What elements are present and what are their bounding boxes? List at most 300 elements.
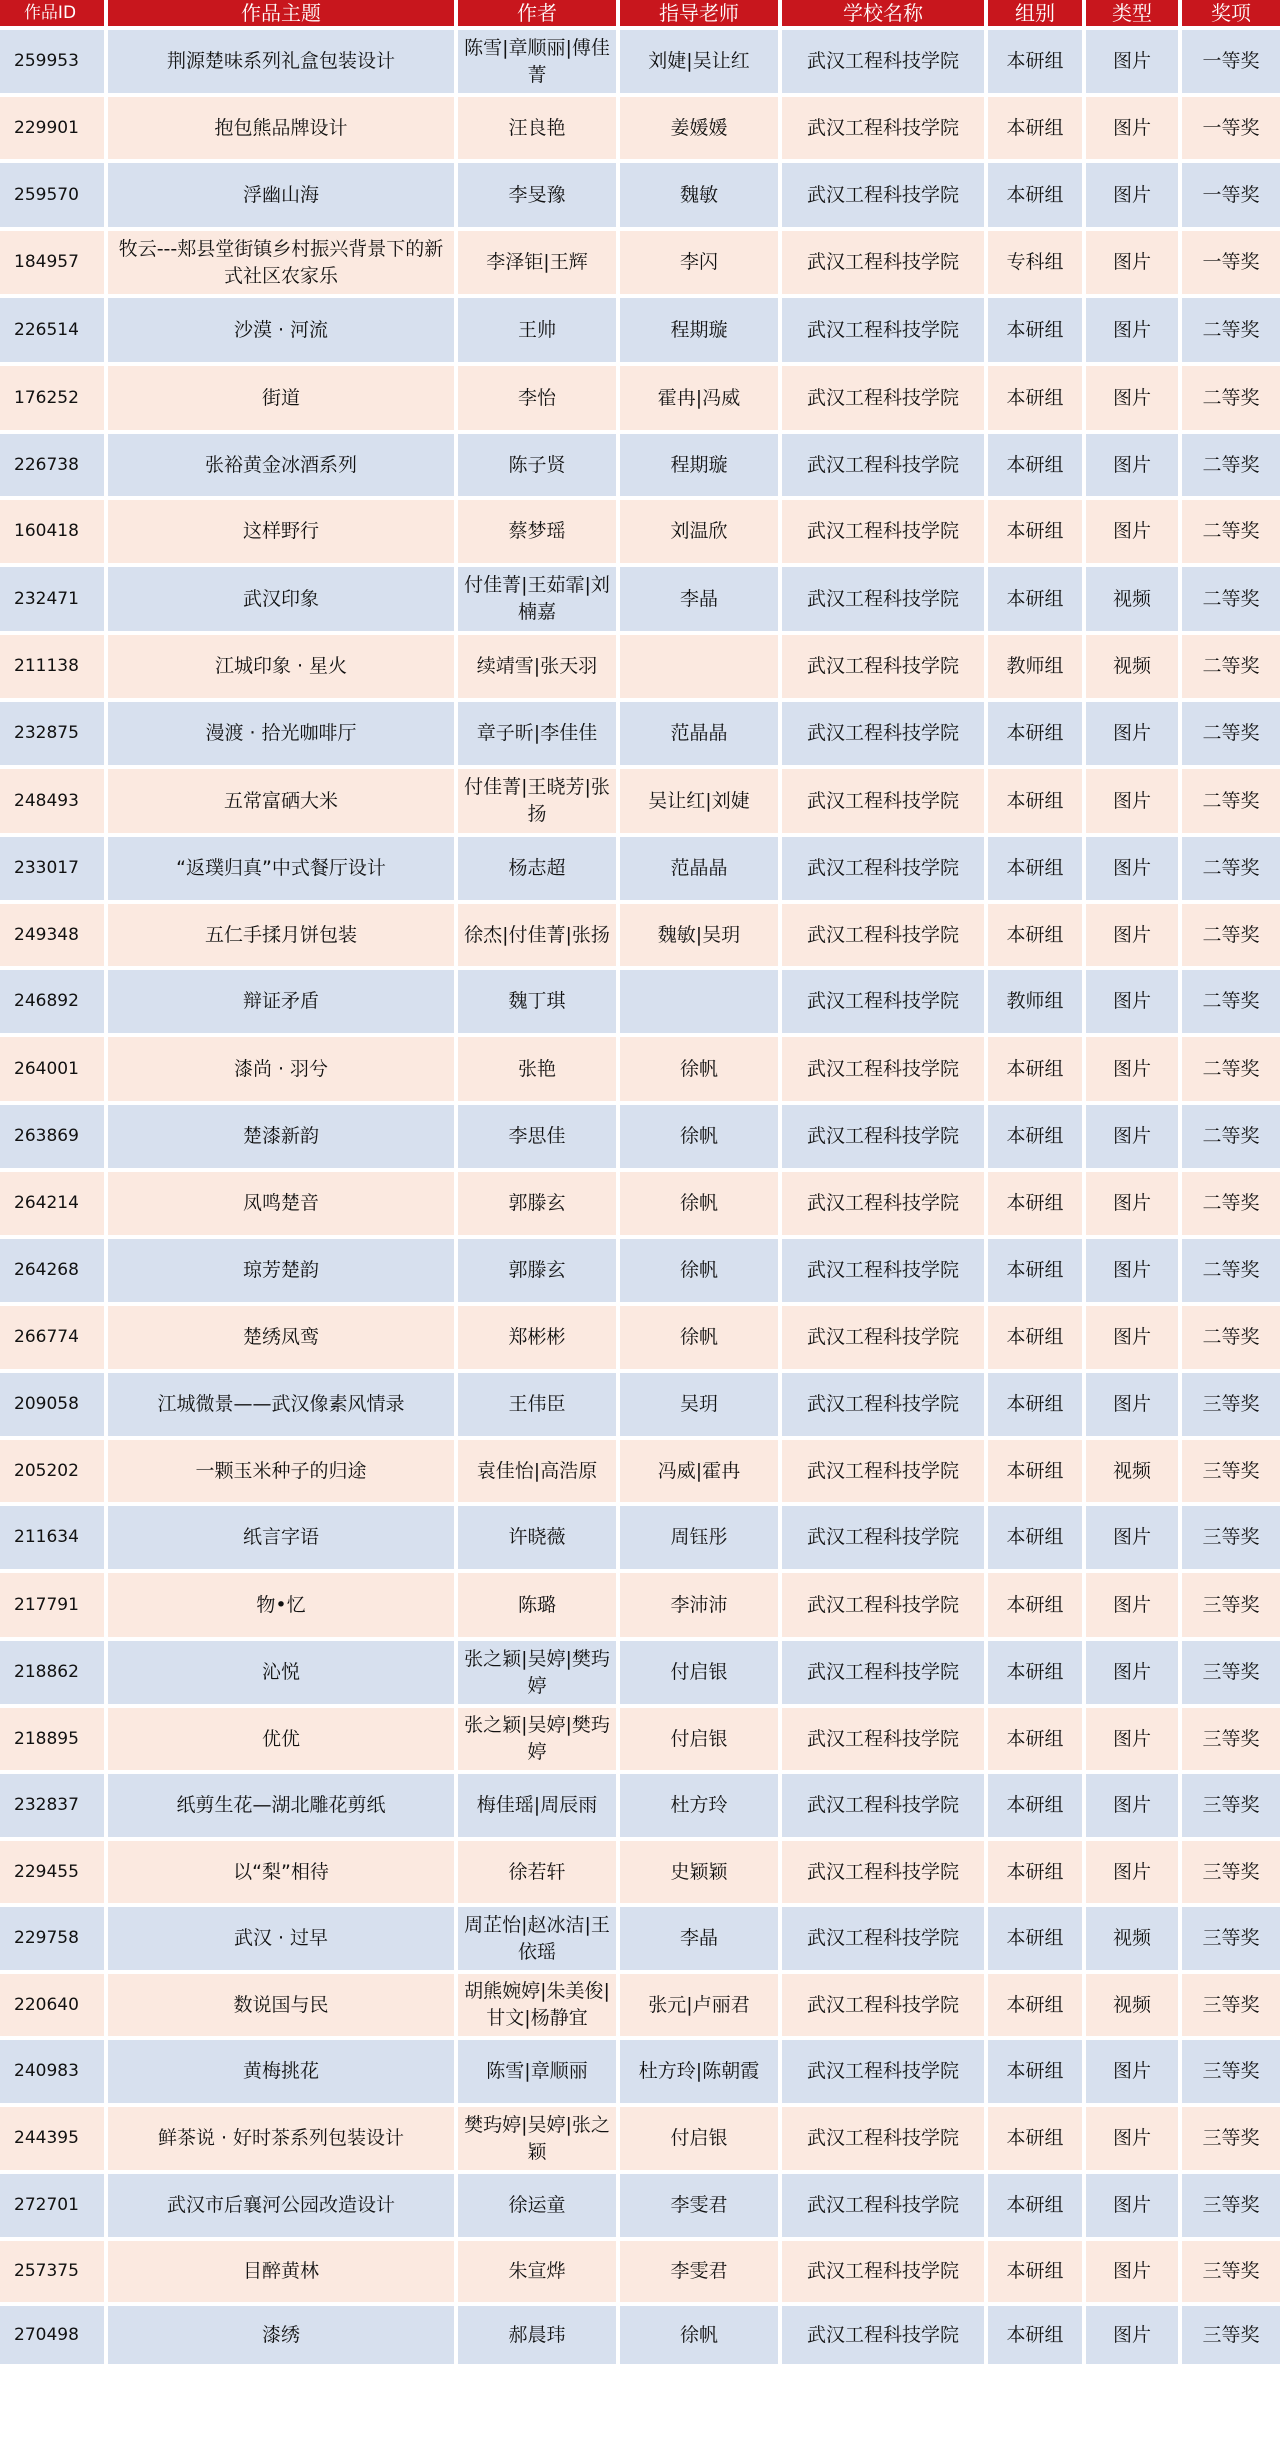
cell-instructor: 李沛沛 [620,1573,782,1637]
cell-group: 本研组 [988,1708,1086,1770]
header-work-title: 作品主题 [108,0,458,26]
cell-instructor: 徐帆 [620,2306,782,2364]
cell-work-id: 220640 [0,1974,108,2036]
cell-author: 杨志超 [458,837,620,900]
cell-instructor: 李晶 [620,567,782,631]
table-row [0,1837,1280,1903]
cell-work-id: 226738 [0,434,108,496]
header-group: 组别 [988,0,1086,26]
cell-instructor: 徐帆 [620,1239,782,1302]
cell-award: 一等奖 [1182,231,1280,294]
cell-author: 付佳菁|王晓芳|张扬 [458,769,620,833]
cell-award: 三等奖 [1182,1708,1280,1770]
cell-group: 本研组 [988,1440,1086,1502]
cell-work-title: 楚绣凤鸾 [108,1306,458,1369]
cell-author: 袁佳怡|高浩原 [458,1440,620,1502]
cell-work-title: 一颗玉米种子的归途 [108,1440,458,1502]
cell-school: 武汉工程科技学院 [782,231,988,294]
cell-instructor: 徐帆 [620,1037,782,1101]
cell-author: 樊玙婷|吴婷|张之颖 [458,2107,620,2170]
cell-school: 武汉工程科技学院 [782,500,988,563]
cell-type: 视频 [1086,635,1182,698]
cell-work-id: 259570 [0,163,108,227]
cell-work-title: 纸言字语 [108,1506,458,1569]
cell-group: 本研组 [988,1641,1086,1704]
cell-instructor: 吴让红|刘婕 [620,769,782,833]
table-row [0,765,1280,833]
cell-work-id: 249348 [0,904,108,966]
cell-group: 本研组 [988,434,1086,496]
cell-work-id: 244395 [0,2107,108,2170]
cell-school: 武汉工程科技学院 [782,1105,988,1168]
cell-award: 三等奖 [1182,2040,1280,2103]
cell-author: 王伟臣 [458,1373,620,1436]
cell-group: 本研组 [988,1037,1086,1101]
cell-work-title: 数说国与民 [108,1974,458,2036]
cell-award: 三等奖 [1182,1907,1280,1970]
cell-author: 付佳菁|王茹霏|刘楠嘉 [458,567,620,631]
cell-work-id: 264268 [0,1239,108,1302]
cell-work-title: 辩证矛盾 [108,970,458,1033]
cell-type: 视频 [1086,567,1182,631]
cell-work-id: 229758 [0,1907,108,1970]
cell-work-id: 205202 [0,1440,108,1502]
cell-type: 图片 [1086,1641,1182,1704]
cell-group: 本研组 [988,1573,1086,1637]
cell-instructor [620,635,782,698]
cell-instructor: 魏敏|吴玥 [620,904,782,966]
cell-work-id: 272701 [0,2174,108,2237]
table-row [0,1033,1280,1101]
cell-work-title: 纸剪生花—湖北雕花剪纸 [108,1774,458,1837]
cell-author: 陈雪|章顺丽 [458,2040,620,2103]
cell-author: 张艳 [458,1037,620,1101]
cell-award: 三等奖 [1182,2306,1280,2364]
cell-award: 二等奖 [1182,1239,1280,1302]
cell-author: 李旻豫 [458,163,620,227]
cell-work-id: 232837 [0,1774,108,1837]
cell-group: 本研组 [988,97,1086,159]
cell-school: 武汉工程科技学院 [782,1172,988,1235]
cell-work-title: 沁悦 [108,1641,458,1704]
cell-work-title: 五仁手揉月饼包装 [108,904,458,966]
cell-school: 武汉工程科技学院 [782,970,988,1033]
cell-author: 郑彬彬 [458,1306,620,1369]
cell-work-title: 楚漆新韵 [108,1105,458,1168]
cell-award: 二等奖 [1182,1037,1280,1101]
cell-award: 二等奖 [1182,434,1280,496]
cell-school: 武汉工程科技学院 [782,1974,988,2036]
cell-work-id: 211634 [0,1506,108,1569]
cell-author: 徐若轩 [458,1841,620,1903]
cell-instructor: 刘温欣 [620,500,782,563]
cell-type: 图片 [1086,1373,1182,1436]
table-row [0,1770,1280,1837]
cell-type: 图片 [1086,500,1182,563]
cell-award: 二等奖 [1182,366,1280,430]
cell-group: 本研组 [988,1841,1086,1903]
cell-instructor: 徐帆 [620,1105,782,1168]
cell-school: 武汉工程科技学院 [782,1907,988,1970]
header-instructor: 指导老师 [620,0,782,26]
table-row [0,966,1280,1033]
cell-school: 武汉工程科技学院 [782,298,988,362]
cell-work-id: 240983 [0,2040,108,2103]
cell-award: 三等奖 [1182,1841,1280,1903]
cell-school: 武汉工程科技学院 [782,1239,988,1302]
cell-award: 二等奖 [1182,837,1280,900]
cell-author: 李怡 [458,366,620,430]
cell-work-title: 江城印象 · 星火 [108,635,458,698]
cell-work-title: 街道 [108,366,458,430]
cell-group: 本研组 [988,1172,1086,1235]
cell-author: 章子昕|李佳佳 [458,702,620,765]
cell-instructor: 付启银 [620,2107,782,2170]
cell-author: 续靖雪|张天羽 [458,635,620,698]
table-row [0,1235,1280,1302]
table-header [0,0,1280,26]
cell-work-title: 抱包熊品牌设计 [108,97,458,159]
cell-type: 图片 [1086,1506,1182,1569]
cell-work-id: 218895 [0,1708,108,1770]
cell-author: 徐杰|付佳菁|张扬 [458,904,620,966]
cell-group: 本研组 [988,2241,1086,2302]
table-row [0,631,1280,698]
cell-work-title: 这样野行 [108,500,458,563]
cell-author: 王帅 [458,298,620,362]
cell-work-title: 浮幽山海 [108,163,458,227]
cell-work-id: 229455 [0,1841,108,1903]
cell-work-title: 武汉 · 过早 [108,1907,458,1970]
cell-type: 图片 [1086,298,1182,362]
cell-instructor: 徐帆 [620,1306,782,1369]
cell-group: 本研组 [988,366,1086,430]
cell-author: 李思佳 [458,1105,620,1168]
cell-award: 三等奖 [1182,2107,1280,2170]
cell-instructor: 程期璇 [620,434,782,496]
cell-school: 武汉工程科技学院 [782,1573,988,1637]
cell-award: 一等奖 [1182,163,1280,227]
cell-type: 图片 [1086,2174,1182,2237]
cell-work-id: 263869 [0,1105,108,1168]
table-row [0,1569,1280,1637]
table-row [0,1101,1280,1168]
table-row [0,2170,1280,2237]
cell-instructor: 冯威|霍冉 [620,1440,782,1502]
table-row [0,227,1280,294]
cell-type: 视频 [1086,1907,1182,1970]
cell-award: 二等奖 [1182,1105,1280,1168]
cell-work-title: 琼芳楚韵 [108,1239,458,1302]
cell-group: 本研组 [988,2040,1086,2103]
table-row [0,93,1280,159]
cell-work-title: 鲜茶说 · 好时茶系列包装设计 [108,2107,458,2170]
cell-type: 图片 [1086,1708,1182,1770]
cell-school: 武汉工程科技学院 [782,1440,988,1502]
cell-work-title: 漆尚 · 羽兮 [108,1037,458,1101]
cell-work-title: 目醉黄林 [108,2241,458,2302]
table-row [0,362,1280,430]
cell-work-title: 沙漠 · 河流 [108,298,458,362]
cell-school: 武汉工程科技学院 [782,1506,988,1569]
cell-award: 二等奖 [1182,567,1280,631]
cell-instructor: 霍冉|冯威 [620,366,782,430]
table-row [0,1637,1280,1704]
cell-author: 陈璐 [458,1573,620,1637]
table-row [0,1436,1280,1502]
cell-work-id: 176252 [0,366,108,430]
cell-instructor: 范晶晶 [620,702,782,765]
cell-award: 三等奖 [1182,2174,1280,2237]
cell-instructor: 姜媛媛 [620,97,782,159]
cell-work-id: 209058 [0,1373,108,1436]
cell-work-id: 264001 [0,1037,108,1101]
cell-work-title: 荆源楚味系列礼盒包装设计 [108,30,458,93]
cell-instructor: 李晶 [620,1907,782,1970]
cell-work-title: 漫渡 · 拾光咖啡厅 [108,702,458,765]
cell-award: 二等奖 [1182,298,1280,362]
cell-work-id: 229901 [0,97,108,159]
cell-type: 图片 [1086,1037,1182,1101]
cell-instructor: 徐帆 [620,1172,782,1235]
cell-school: 武汉工程科技学院 [782,904,988,966]
header-type: 类型 [1086,0,1182,26]
cell-instructor: 李雯君 [620,2241,782,2302]
cell-author: 胡熊婉婷|朱美俊|甘文|杨静宜 [458,1974,620,2036]
table-row [0,900,1280,966]
cell-school: 武汉工程科技学院 [782,2107,988,2170]
cell-school: 武汉工程科技学院 [782,2241,988,2302]
cell-school: 武汉工程科技学院 [782,769,988,833]
cell-instructor: 李雯君 [620,2174,782,2237]
cell-award: 三等奖 [1182,1641,1280,1704]
table-row [0,1903,1280,1970]
cell-type: 图片 [1086,1306,1182,1369]
cell-school: 武汉工程科技学院 [782,635,988,698]
cell-type: 图片 [1086,30,1182,93]
cell-work-id: 184957 [0,231,108,294]
cell-author: 张之颖|吴婷|樊玙婷 [458,1641,620,1704]
table-row [0,698,1280,765]
cell-type: 图片 [1086,1573,1182,1637]
header-work-id: 作品ID [0,0,108,26]
cell-work-id: 211138 [0,635,108,698]
cell-work-id: 218862 [0,1641,108,1704]
table-row [0,2103,1280,2170]
cell-school: 武汉工程科技学院 [782,2040,988,2103]
cell-group: 本研组 [988,769,1086,833]
cell-group: 本研组 [988,702,1086,765]
table-row [0,833,1280,900]
cell-type: 视频 [1086,1440,1182,1502]
cell-group: 本研组 [988,1105,1086,1168]
cell-award: 二等奖 [1182,970,1280,1033]
cell-group: 本研组 [988,1774,1086,1837]
cell-type: 图片 [1086,2107,1182,2170]
cell-work-id: 264214 [0,1172,108,1235]
cell-work-title: 凤鸣楚音 [108,1172,458,1235]
table-row [0,1168,1280,1235]
cell-school: 武汉工程科技学院 [782,567,988,631]
cell-type: 图片 [1086,1172,1182,1235]
cell-work-title: 张裕黄金冰酒系列 [108,434,458,496]
cell-award: 三等奖 [1182,1506,1280,1569]
cell-school: 武汉工程科技学院 [782,1708,988,1770]
cell-author: 魏丁琪 [458,970,620,1033]
cell-award: 三等奖 [1182,2241,1280,2302]
cell-school: 武汉工程科技学院 [782,30,988,93]
cell-award: 一等奖 [1182,30,1280,93]
cell-instructor: 杜方玲 [620,1774,782,1837]
cell-work-title: 漆绣 [108,2306,458,2364]
cell-author: 朱宣烨 [458,2241,620,2302]
cell-group: 专科组 [988,231,1086,294]
cell-type: 图片 [1086,1841,1182,1903]
cell-award: 三等奖 [1182,1573,1280,1637]
cell-type: 图片 [1086,231,1182,294]
cell-author: 郭滕玄 [458,1239,620,1302]
cell-work-id: 266774 [0,1306,108,1369]
cell-author: 汪良艳 [458,97,620,159]
cell-type: 图片 [1086,97,1182,159]
table-row [0,2036,1280,2103]
cell-school: 武汉工程科技学院 [782,1306,988,1369]
cell-instructor [620,970,782,1033]
cell-instructor: 范晶晶 [620,837,782,900]
cell-school: 武汉工程科技学院 [782,366,988,430]
cell-instructor: 程期璇 [620,298,782,362]
cell-instructor: 周钰彤 [620,1506,782,1569]
cell-type: 图片 [1086,1105,1182,1168]
cell-work-title: 五常富硒大米 [108,769,458,833]
cell-work-id: 160418 [0,500,108,563]
cell-instructor: 杜方玲|陈朝霞 [620,2040,782,2103]
cell-school: 武汉工程科技学院 [782,2306,988,2364]
table-body [0,26,1280,2364]
cell-author: 周芷怡|赵冰洁|王依瑶 [458,1907,620,1970]
cell-award: 二等奖 [1182,1306,1280,1369]
cell-group: 本研组 [988,500,1086,563]
cell-award: 二等奖 [1182,635,1280,698]
cell-author: 许晓薇 [458,1506,620,1569]
cell-work-id: 248493 [0,769,108,833]
cell-school: 武汉工程科技学院 [782,837,988,900]
table-row [0,294,1280,362]
cell-instructor: 吴玥 [620,1373,782,1436]
cell-group: 教师组 [988,970,1086,1033]
cell-author: 蔡梦瑶 [458,500,620,563]
cell-instructor: 刘婕|吴让红 [620,30,782,93]
cell-work-id: 233017 [0,837,108,900]
cell-type: 图片 [1086,1239,1182,1302]
cell-school: 武汉工程科技学院 [782,434,988,496]
cell-group: 本研组 [988,298,1086,362]
cell-instructor: 李闪 [620,231,782,294]
cell-type: 图片 [1086,366,1182,430]
cell-type: 图片 [1086,702,1182,765]
table-row [0,1369,1280,1436]
cell-type: 图片 [1086,769,1182,833]
cell-school: 武汉工程科技学院 [782,163,988,227]
cell-work-title: 武汉印象 [108,567,458,631]
cell-award: 三等奖 [1182,1774,1280,1837]
table-row [0,1502,1280,1569]
cell-school: 武汉工程科技学院 [782,1373,988,1436]
cell-instructor: 张元|卢丽君 [620,1974,782,2036]
cell-award: 二等奖 [1182,904,1280,966]
cell-type: 图片 [1086,1774,1182,1837]
cell-work-id: 246892 [0,970,108,1033]
cell-work-title: “返璞归真”中式餐厅设计 [108,837,458,900]
cell-work-id: 232471 [0,567,108,631]
cell-author: 李泽钜|王辉 [458,231,620,294]
cell-award: 二等奖 [1182,769,1280,833]
cell-group: 本研组 [988,163,1086,227]
cell-group: 本研组 [988,1506,1086,1569]
cell-group: 本研组 [988,1974,1086,2036]
cell-group: 本研组 [988,30,1086,93]
header-author: 作者 [458,0,620,26]
cell-school: 武汉工程科技学院 [782,97,988,159]
cell-group: 本研组 [988,2174,1086,2237]
table-row [0,563,1280,631]
cell-type: 图片 [1086,837,1182,900]
cell-type: 图片 [1086,2241,1182,2302]
cell-instructor: 付启银 [620,1708,782,1770]
cell-school: 武汉工程科技学院 [782,1641,988,1704]
cell-award: 二等奖 [1182,500,1280,563]
cell-group: 本研组 [988,1239,1086,1302]
cell-type: 图片 [1086,2306,1182,2364]
cell-work-title: 武汉市后襄河公园改造设计 [108,2174,458,2237]
cell-type: 视频 [1086,1974,1182,2036]
cell-type: 图片 [1086,970,1182,1033]
table-row [0,1970,1280,2036]
cell-work-id: 259953 [0,30,108,93]
cell-school: 武汉工程科技学院 [782,1037,988,1101]
cell-work-title: 以“梨”相待 [108,1841,458,1903]
cell-author: 张之颖|吴婷|樊玙婷 [458,1708,620,1770]
table-row [0,1704,1280,1770]
cell-work-title: 江城微景——武汉像素风情录 [108,1373,458,1436]
cell-instructor: 魏敏 [620,163,782,227]
cell-award: 三等奖 [1182,1440,1280,1502]
cell-group: 本研组 [988,2107,1086,2170]
cell-author: 陈雪|章顺丽|傅佳菁 [458,30,620,93]
table-row [0,1302,1280,1369]
cell-award: 三等奖 [1182,1373,1280,1436]
cell-school: 武汉工程科技学院 [782,1841,988,1903]
cell-type: 图片 [1086,163,1182,227]
cell-group: 本研组 [988,1373,1086,1436]
cell-school: 武汉工程科技学院 [782,2174,988,2237]
cell-work-id: 270498 [0,2306,108,2364]
cell-group: 本研组 [988,904,1086,966]
cell-group: 教师组 [988,635,1086,698]
cell-school: 武汉工程科技学院 [782,1774,988,1837]
cell-work-id: 217791 [0,1573,108,1637]
table-row [0,2237,1280,2302]
cell-group: 本研组 [988,1907,1086,1970]
cell-school: 武汉工程科技学院 [782,702,988,765]
cell-type: 图片 [1086,434,1182,496]
cell-award: 一等奖 [1182,97,1280,159]
cell-instructor: 付启银 [620,1641,782,1704]
cell-author: 郭滕玄 [458,1172,620,1235]
cell-group: 本研组 [988,1306,1086,1369]
cell-author: 梅佳瑶|周辰雨 [458,1774,620,1837]
cell-type: 图片 [1086,904,1182,966]
